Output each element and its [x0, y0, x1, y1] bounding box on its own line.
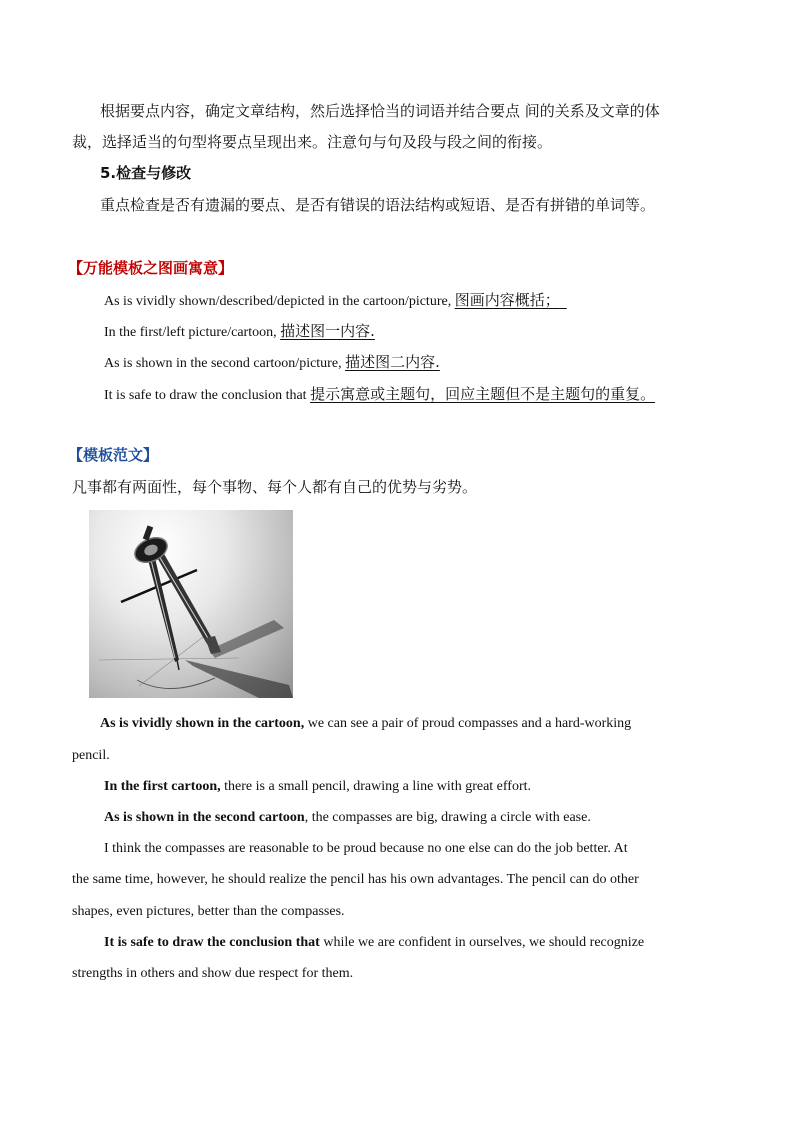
sample-p4-line1: I think the compasses are reasonable to be proud because no one else can do the job better. At [104, 841, 628, 856]
sample-topic: 凡事都有两面性，每个事物、每个人都有自己的优势与劣势。 [72, 478, 478, 496]
step5-title: 5.检查与修改 [100, 164, 192, 182]
intro-line-1: 根据要点内容，确定文章结构，然后选择恰当的词语并结合要点 间的关系及文章的体 [100, 102, 660, 120]
sample-p2 [104, 779, 531, 795]
sample-p2-bold: In the first cartoon, [104, 779, 221, 794]
sample-heading: 【模板范文】 [68, 446, 159, 464]
step5-body: 重点检查是否有遗漏的要点、是否有错误的语法结构或短语、是否有拼错的单词等。 [100, 196, 656, 214]
sample-p5-bold: It is safe to draw the conclusion that [104, 935, 320, 950]
template-line-4-blank: 提示寓意或主题句，回应主题但不是主题句的重复。 [310, 385, 656, 403]
template-line-2 [104, 320, 375, 341]
sample-p3-rest: , the compasses are big, drawing a circle with ease. [304, 810, 591, 825]
template-line-1-blank: 图画内容概括； [454, 291, 560, 309]
sample-p5-line1 [104, 935, 644, 951]
sample-p1-rest: we can see a pair of proud compasses and a hard-working [304, 716, 632, 731]
sample-p5-rest: while we are confident in ourselves, we should recognize [319, 935, 645, 950]
sample-p4-line3: shapes, even pictures, better than the compasses. [72, 904, 345, 919]
template-heading: 【万能模板之图画寓意】 [68, 259, 234, 277]
sample-p1-line2: pencil. [72, 748, 110, 763]
template-line-4 [104, 383, 655, 404]
template-line-2-prefix: In the first/left picture/cartoon, [104, 325, 277, 340]
template-line-4-prefix: It is safe to draw the conclusion that [104, 388, 307, 403]
template-line-1-prefix: As is vividly shown/described/depicted in the cartoon/picture, [104, 294, 452, 309]
template-line-3-blank: 描述图二内容. [345, 353, 440, 371]
sample-p1-line1 [100, 716, 631, 732]
template-line-2-blank: 描述图一内容. [280, 322, 375, 340]
sample-p5-line2: strengths in others and show due respect for them. [72, 966, 354, 981]
compass-image [89, 510, 293, 698]
compass-illustration [89, 510, 293, 698]
sample-p1-bold: As is vividly shown in the cartoon, [100, 716, 305, 731]
sample-p2-rest: there is a small pencil, drawing a line with great effort. [220, 779, 532, 794]
template-line-1 [104, 289, 567, 310]
sample-p4-line2: the same time, however, he should realize the pencil has his own advantages. The pencil can do other [72, 872, 639, 887]
template-line-3-prefix: As is shown in the second cartoon/picture, [104, 356, 342, 371]
sample-p3 [104, 810, 591, 826]
template-line-3 [104, 351, 440, 372]
intro-line-2: 裁，选择适当的句型将要点呈现出来。注意句与句及段与段之间的衔接。 [72, 133, 553, 151]
sample-p3-bold: As is shown in the second cartoon [104, 810, 305, 825]
